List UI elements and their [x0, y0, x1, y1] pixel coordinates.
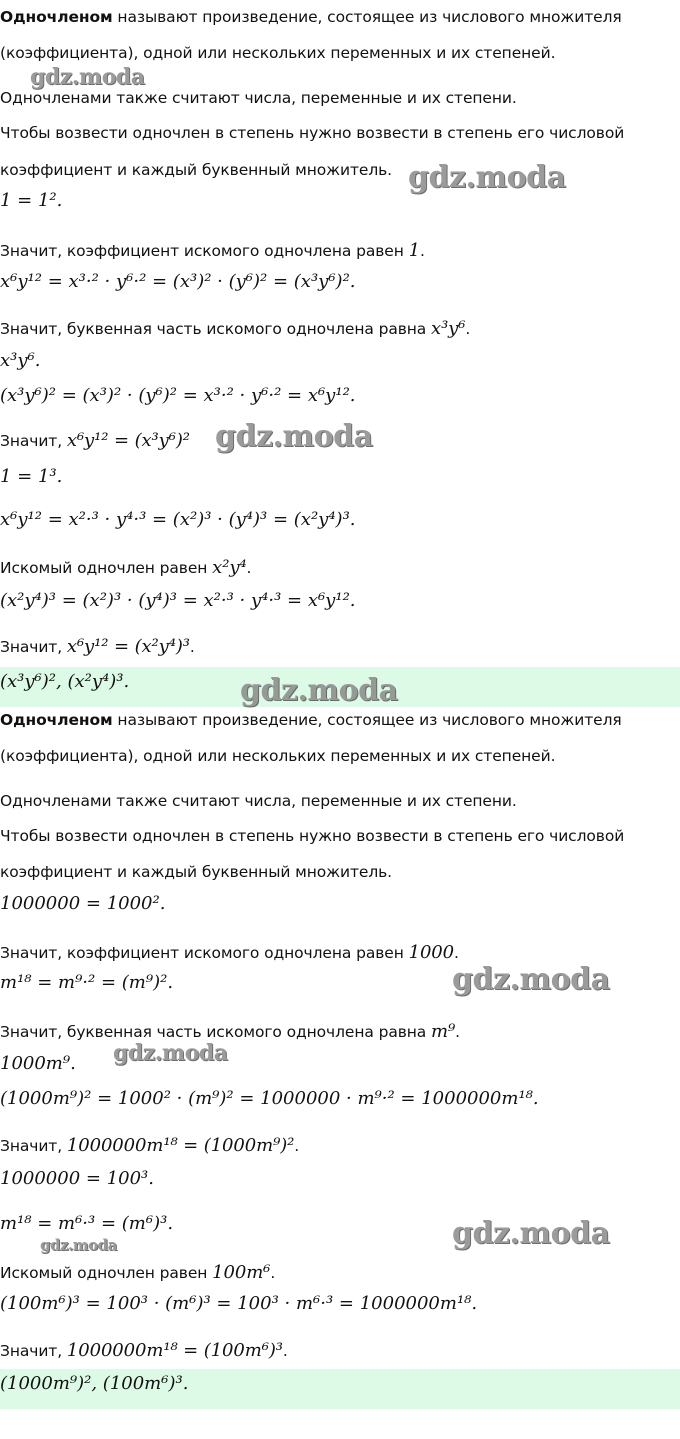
- p2-sought-val: 100m⁶: [212, 1262, 271, 1283]
- p2-eq-2: m¹⁸ = m⁹·² = (m⁹)².: [0, 972, 174, 993]
- p2-conclusion-line: Значит, 1000000m¹⁸ = (1000m⁹)².: [0, 1135, 300, 1156]
- sought-val: x²y⁴: [212, 557, 247, 578]
- definition-line-2: (коэффициента), одной или нескольких переменных и их степеней.: [0, 44, 556, 62]
- watermark: gdz.moda: [240, 673, 398, 708]
- conclusion-2-line: Значит, x⁶y¹² = (x²y⁴)³.: [0, 636, 195, 657]
- answer-1: (x³y⁶)², (x²y⁴)³.: [0, 667, 680, 707]
- p2-sought-line: Искомый одночлен равен 100m⁶.: [0, 1262, 276, 1283]
- letter-val: x³y⁶: [431, 318, 466, 339]
- concl2-math: x⁶y¹² = (x²y⁴)³: [66, 636, 190, 657]
- coef-line: Значит, коэффициент искомого одночлена равен 1.: [0, 240, 425, 261]
- definition2-line-2: (коэффициента), одной или нескольких переменных и их степеней.: [0, 747, 556, 765]
- rule2-line-1: Чтобы возвести одночлен в степень нужно возвести в степень его числовой: [0, 827, 625, 845]
- coef-text: Значит, коэффициент искомого одночлена равен: [0, 242, 409, 260]
- p2-eq-3: 1000m⁹.: [0, 1053, 76, 1074]
- concl2-text: Значит,: [0, 638, 67, 656]
- term2-bold: Одночленом: [0, 711, 113, 729]
- concl-text: Значит,: [0, 432, 67, 450]
- eq-1-text: 1 = 1²: [0, 190, 57, 211]
- watermark: gdz.moda: [215, 419, 373, 454]
- rule-line-1: Чтобы возвести одночлен в степень нужно возвести в степень его числовой: [0, 124, 625, 142]
- rule-line-2: коэффициент и каждый буквенный множитель.: [0, 161, 393, 179]
- p2-coef-val: 1000: [408, 942, 455, 963]
- answer-1-text: (x³y⁶)², (x²y⁴)³: [0, 671, 124, 692]
- coef-val: 1: [408, 240, 420, 261]
- letter-line: Значит, буквенная часть искомого одночлена равна x³y⁶.: [0, 318, 471, 339]
- p2-concl-math: 1000000m¹⁸ = (1000m⁹)²: [66, 1135, 295, 1156]
- p2-letter-line: Значит, буквенная часть искомого одночлена равна m⁹.: [0, 1021, 460, 1042]
- letter-text: Значит, буквенная часть искомого одночлена равна: [0, 320, 432, 338]
- p2-concl2-math: 1000000m¹⁸ = (100m⁶)³: [66, 1340, 283, 1361]
- sought-line: Искомый одночлен равен x²y⁴.: [0, 557, 252, 578]
- eq-4-text: (x³y⁶)² = (x³)² · (y⁶)² = x³·² · y⁶·² = x⁶y¹²: [0, 385, 350, 406]
- eq-5: 1 = 1³.: [0, 466, 63, 487]
- answer-2: (1000m⁹)², (100m⁶)³.: [0, 1369, 680, 1409]
- p2-eq-4-text: (1000m⁹)² = 1000² · (m⁹)² = 1000000 · m⁹·² = 1000000m¹⁸: [0, 1088, 533, 1109]
- definition2-line-1: [0, 711, 680, 729]
- p2-eq-2-text: m¹⁸ = m⁹·² = (m⁹)²: [0, 972, 168, 993]
- eq-3-text: x³y⁶: [0, 350, 35, 371]
- also-text: Одночленами также считают числа, переменные и их степени.: [0, 89, 517, 107]
- p2-coef-text: Значит, коэффициент искомого одночлена равен: [0, 944, 409, 962]
- eq-6-text: x⁶y¹² = x²·³ · y⁴·³ = (x²)³ · (y⁴)³ = (x²y⁴)³: [0, 509, 350, 530]
- p2-conclusion-2-line: Значит, 1000000m¹⁸ = (100m⁶)³.: [0, 1340, 288, 1361]
- p2-letter-val: m⁹: [431, 1021, 456, 1042]
- eq-4: (x³y⁶)² = (x³)² · (y⁶)² = x³·² · y⁶·² = x⁶y¹².: [0, 385, 356, 406]
- eq-7: (x²y⁴)³ = (x²)³ · (y⁴)³ = x²·³ · y⁴·³ = x⁶y¹².: [0, 590, 356, 611]
- eq-2: x⁶y¹² = x³·² · y⁶·² = (x³)² · (y⁶)² = (x³y⁶)².: [0, 271, 356, 292]
- p2-eq-5-text: 1000000 = 100³: [0, 1168, 149, 1189]
- definition-line-1: [0, 8, 680, 26]
- sought-text: Искомый одночлен равен: [0, 559, 213, 577]
- rule2-line-2: коэффициент и каждый буквенный множитель.: [0, 863, 393, 881]
- definition2-text: называют произведение, состоящее из числового множителя: [112, 711, 622, 729]
- p2-eq-4: (1000m⁹)² = 1000² · (m⁹)² = 1000000 · m⁹·² = 1000000m¹⁸.: [0, 1088, 539, 1109]
- p2-eq-3-text: 1000m⁹: [0, 1053, 71, 1074]
- watermark: gdz.moda: [30, 64, 145, 90]
- also2-text: Одночленами также считают числа, переменные и их степени.: [0, 792, 517, 810]
- p2-eq-1-text: 1000000 = 1000²: [0, 893, 160, 914]
- eq-3: x³y⁶.: [0, 350, 41, 371]
- p2-sought-text: Искомый одночлен равен: [0, 1264, 213, 1282]
- term-bold: Одночленом: [0, 8, 113, 26]
- answer-2-text: (1000m⁹)², (100m⁶)³: [0, 1373, 183, 1394]
- watermark: gdz.moda: [40, 1236, 117, 1254]
- p2-coef-line: Значит, коэффициент искомого одночлена равен 1000.: [0, 942, 459, 963]
- watermark: gdz.moda: [452, 1216, 610, 1251]
- eq-5-text: 1 = 1³: [0, 466, 57, 487]
- p2-letter-text: Значит, буквенная часть искомого одночлена равна: [0, 1023, 432, 1041]
- watermark: gdz.moda: [113, 1040, 228, 1066]
- concl-math: x⁶y¹² = (x³y⁶)²: [66, 430, 190, 451]
- p2-concl-text: Значит,: [0, 1137, 67, 1155]
- p2-eq-6: m¹⁸ = m⁶·³ = (m⁶)³.: [0, 1213, 174, 1234]
- watermark: gdz.moda: [452, 962, 610, 997]
- eq-7-text: (x²y⁴)³ = (x²)³ · (y⁴)³ = x²·³ · y⁴·³ = x⁶y¹²: [0, 590, 350, 611]
- watermark: gdz.moda: [408, 160, 566, 195]
- p2-eq-6-text: m¹⁸ = m⁶·³ = (m⁶)³: [0, 1213, 168, 1234]
- eq-2-text: x⁶y¹² = x³·² · y⁶·² = (x³)² · (y⁶)² = (x³y⁶)²: [0, 271, 350, 292]
- p2-concl2-text: Значит,: [0, 1342, 67, 1360]
- definition-text: называют произведение, состоящее из числового множителя: [112, 8, 622, 26]
- p2-eq-7: (100m⁶)³ = 100³ · (m⁶)³ = 100³ · m⁶·³ = 1000000m¹⁸.: [0, 1293, 478, 1314]
- eq-6: x⁶y¹² = x²·³ · y⁴·³ = (x²)³ · (y⁴)³ = (x²y⁴)³.: [0, 509, 356, 530]
- eq-1: 1 = 1².: [0, 190, 63, 211]
- p2-eq-7-text: (100m⁶)³ = 100³ · (m⁶)³ = 100³ · m⁶·³ = 1000000m¹⁸: [0, 1293, 472, 1314]
- p2-eq-5: 1000000 = 100³.: [0, 1168, 154, 1189]
- p2-eq-1: 1000000 = 1000².: [0, 893, 166, 914]
